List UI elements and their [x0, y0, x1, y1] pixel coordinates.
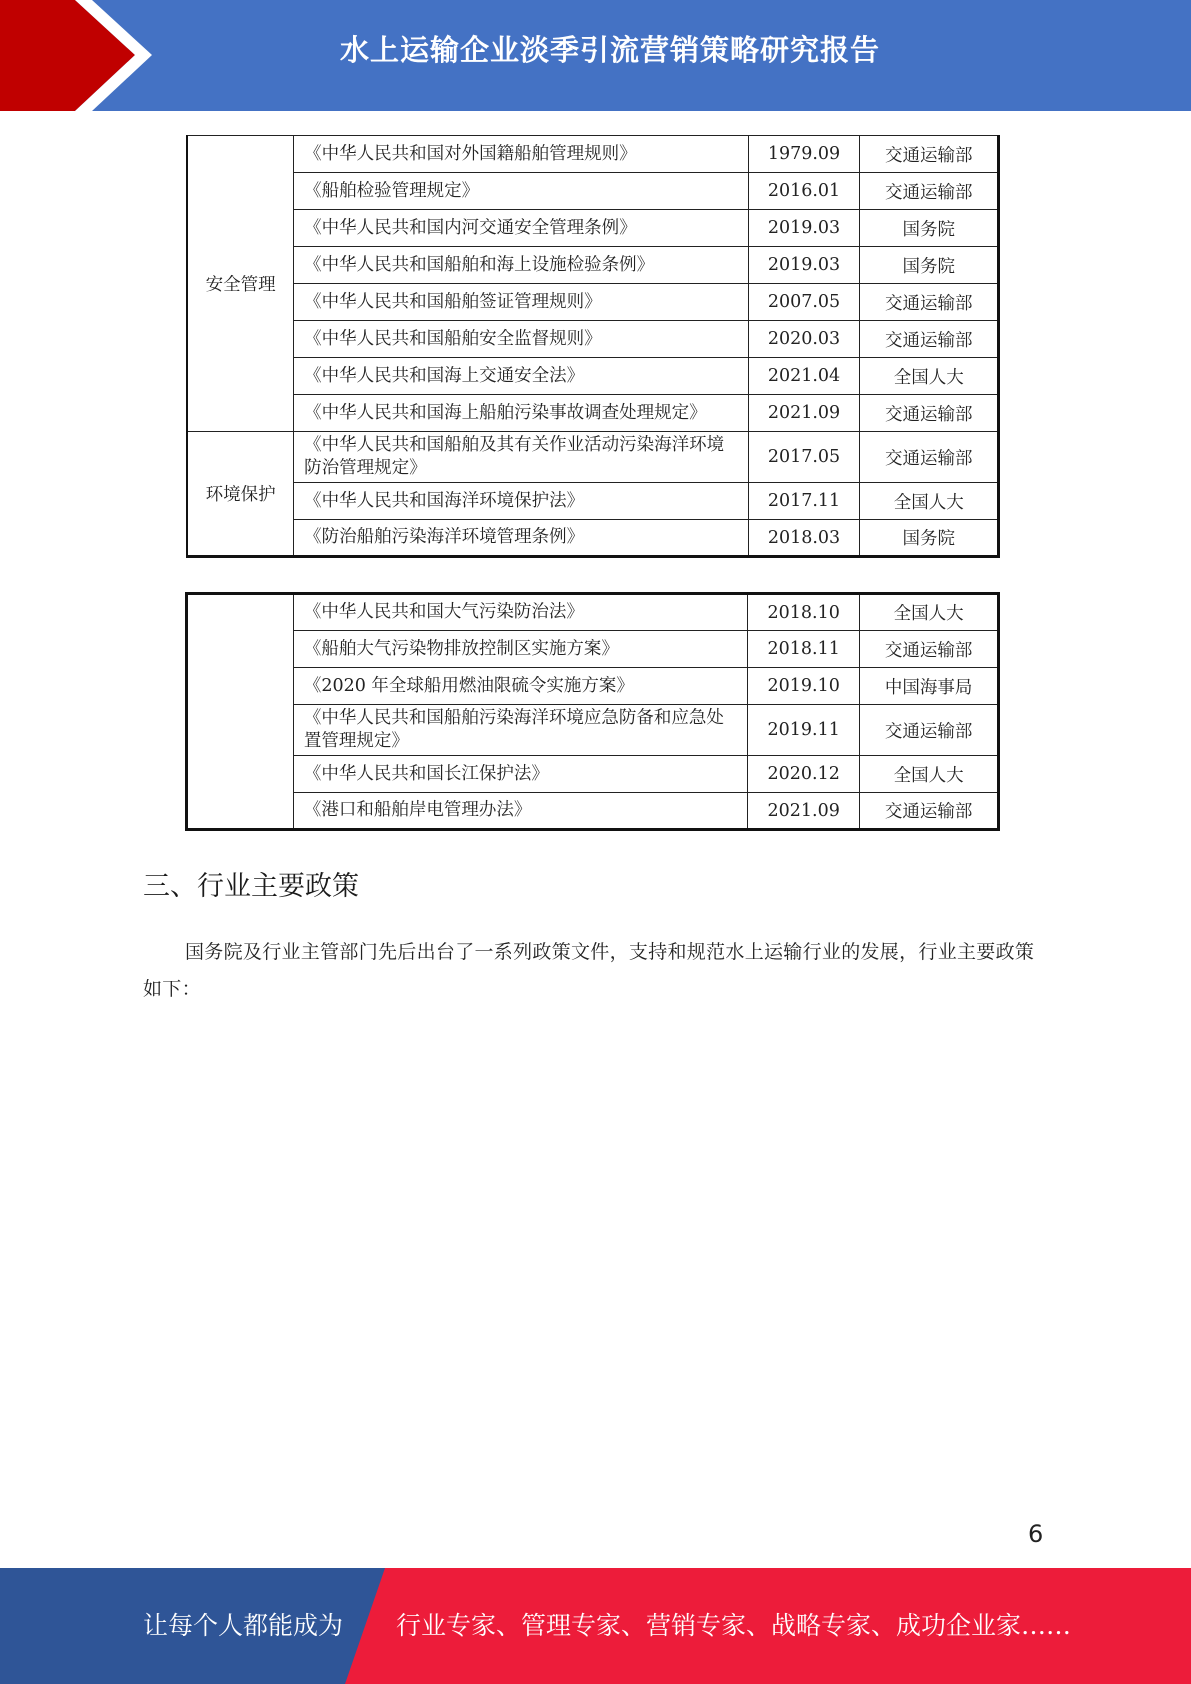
issuing-department: 交通运输部	[860, 432, 999, 483]
table-row	[187, 173, 999, 210]
issue-date: 2019.11	[748, 705, 860, 756]
footer-slogan-right: 行业专家、管理专家、营销专家、战略专家、成功企业家……	[396, 1611, 1072, 1640]
table-row	[187, 705, 999, 756]
table-row	[187, 136, 999, 173]
regulation-name: 《中华人民共和国船舶和海上设施检验条例》	[294, 247, 748, 284]
regulation-name: 《中华人民共和国长江保护法》	[293, 756, 747, 793]
regulation-name: 《2020 年全球船用燃油限硫令实施方案》	[293, 668, 747, 705]
issuing-department: 交通运输部	[860, 136, 999, 173]
regulation-name: 《港口和船舶岸电管理办法》	[293, 793, 747, 830]
issuing-department: 全国人大	[860, 483, 999, 520]
regulation-name: 《船舶大气污染物排放控制区实施方案》	[293, 631, 747, 668]
footer-banner	[0, 1568, 1191, 1684]
regulation-name: 《中华人民共和国内河交通安全管理条例》	[294, 210, 748, 247]
footer-slogan-left: 让每个人都能成为	[143, 1611, 344, 1640]
table-row	[187, 793, 999, 830]
issue-date: 2019.03	[748, 210, 860, 247]
page-number: 6	[1028, 1520, 1044, 1548]
table-row	[187, 358, 999, 395]
issue-date: 2017.11	[748, 483, 860, 520]
table-row	[187, 247, 999, 284]
report-title: 水上运输企业淡季引流营销策略研究报告	[339, 33, 880, 67]
issue-date: 2017.05	[748, 432, 860, 483]
issuing-department: 交通运输部	[860, 631, 999, 668]
issue-date: 2021.09	[748, 395, 860, 432]
issuing-department: 国务院	[860, 210, 999, 247]
issuing-department: 交通运输部	[860, 321, 999, 358]
issue-date: 2020.03	[748, 321, 860, 358]
issue-date: 2021.04	[748, 358, 860, 395]
regulation-table-1	[186, 135, 1000, 558]
issuing-department: 交通运输部	[860, 395, 999, 432]
category-cell: 安全管理	[187, 136, 294, 432]
issuing-department: 交通运输部	[860, 793, 999, 830]
regulation-table-2	[185, 592, 1000, 831]
header-banner	[0, 0, 1191, 111]
table-row	[187, 432, 999, 483]
section-heading: 三、行业主要政策	[143, 871, 359, 902]
table-row	[187, 210, 999, 247]
issue-date: 2019.10	[748, 668, 860, 705]
regulation-name: 《中华人民共和国船舶及其有关作业活动污染海洋环境防治管理规定》	[294, 432, 748, 483]
regulation-name: 《中华人民共和国大气污染防治法》	[293, 594, 747, 631]
regulation-name: 《中华人民共和国船舶污染海洋环境应急防备和应急处置管理规定》	[293, 705, 747, 756]
issuing-department: 国务院	[860, 247, 999, 284]
issue-date: 2021.09	[748, 793, 860, 830]
table-row	[187, 594, 999, 631]
table-row	[187, 756, 999, 793]
issue-date: 2018.10	[748, 594, 860, 631]
table-row	[187, 520, 999, 557]
issue-date: 2016.01	[748, 173, 860, 210]
issuing-department: 国务院	[860, 520, 999, 557]
issue-date: 2018.03	[748, 520, 860, 557]
issue-date: 2020.12	[748, 756, 860, 793]
issue-date: 1979.09	[748, 136, 860, 173]
issue-date: 2018.11	[748, 631, 860, 668]
issuing-department: 中国海事局	[860, 668, 999, 705]
regulation-name: 《中华人民共和国海上交通安全法》	[294, 358, 748, 395]
regulation-name: 《中华人民共和国海上船舶污染事故调查处理规定》	[294, 395, 748, 432]
category-cell	[187, 594, 294, 830]
category-cell: 环境保护	[187, 432, 294, 557]
body-paragraph: 国务院及行业主管部门先后出台了一系列政策文件，支持和规范水上运输行业的发展，行业主要政策如下：	[143, 941, 1035, 1000]
regulation-name: 《中华人民共和国对外国籍船舶管理规则》	[294, 136, 748, 173]
table-row	[187, 321, 999, 358]
regulation-name: 《防治船舶污染海洋环境管理条例》	[294, 520, 748, 557]
table-row	[187, 668, 999, 705]
issuing-department: 交通运输部	[860, 284, 999, 321]
regulation-name: 《中华人民共和国船舶安全监督规则》	[294, 321, 748, 358]
issue-date: 2019.03	[748, 247, 860, 284]
table-row	[187, 395, 999, 432]
issuing-department: 交通运输部	[860, 705, 999, 756]
issue-date: 2007.05	[748, 284, 860, 321]
regulation-name: 《中华人民共和国船舶签证管理规则》	[294, 284, 748, 321]
issuing-department: 交通运输部	[860, 173, 999, 210]
regulation-name: 《中华人民共和国海洋环境保护法》	[294, 483, 748, 520]
issuing-department: 全国人大	[860, 756, 999, 793]
issuing-department: 全国人大	[860, 358, 999, 395]
table-row	[187, 483, 999, 520]
regulation-name: 《船舶检验管理规定》	[294, 173, 748, 210]
table-row	[187, 631, 999, 668]
issuing-department: 全国人大	[860, 594, 999, 631]
table-row	[187, 284, 999, 321]
